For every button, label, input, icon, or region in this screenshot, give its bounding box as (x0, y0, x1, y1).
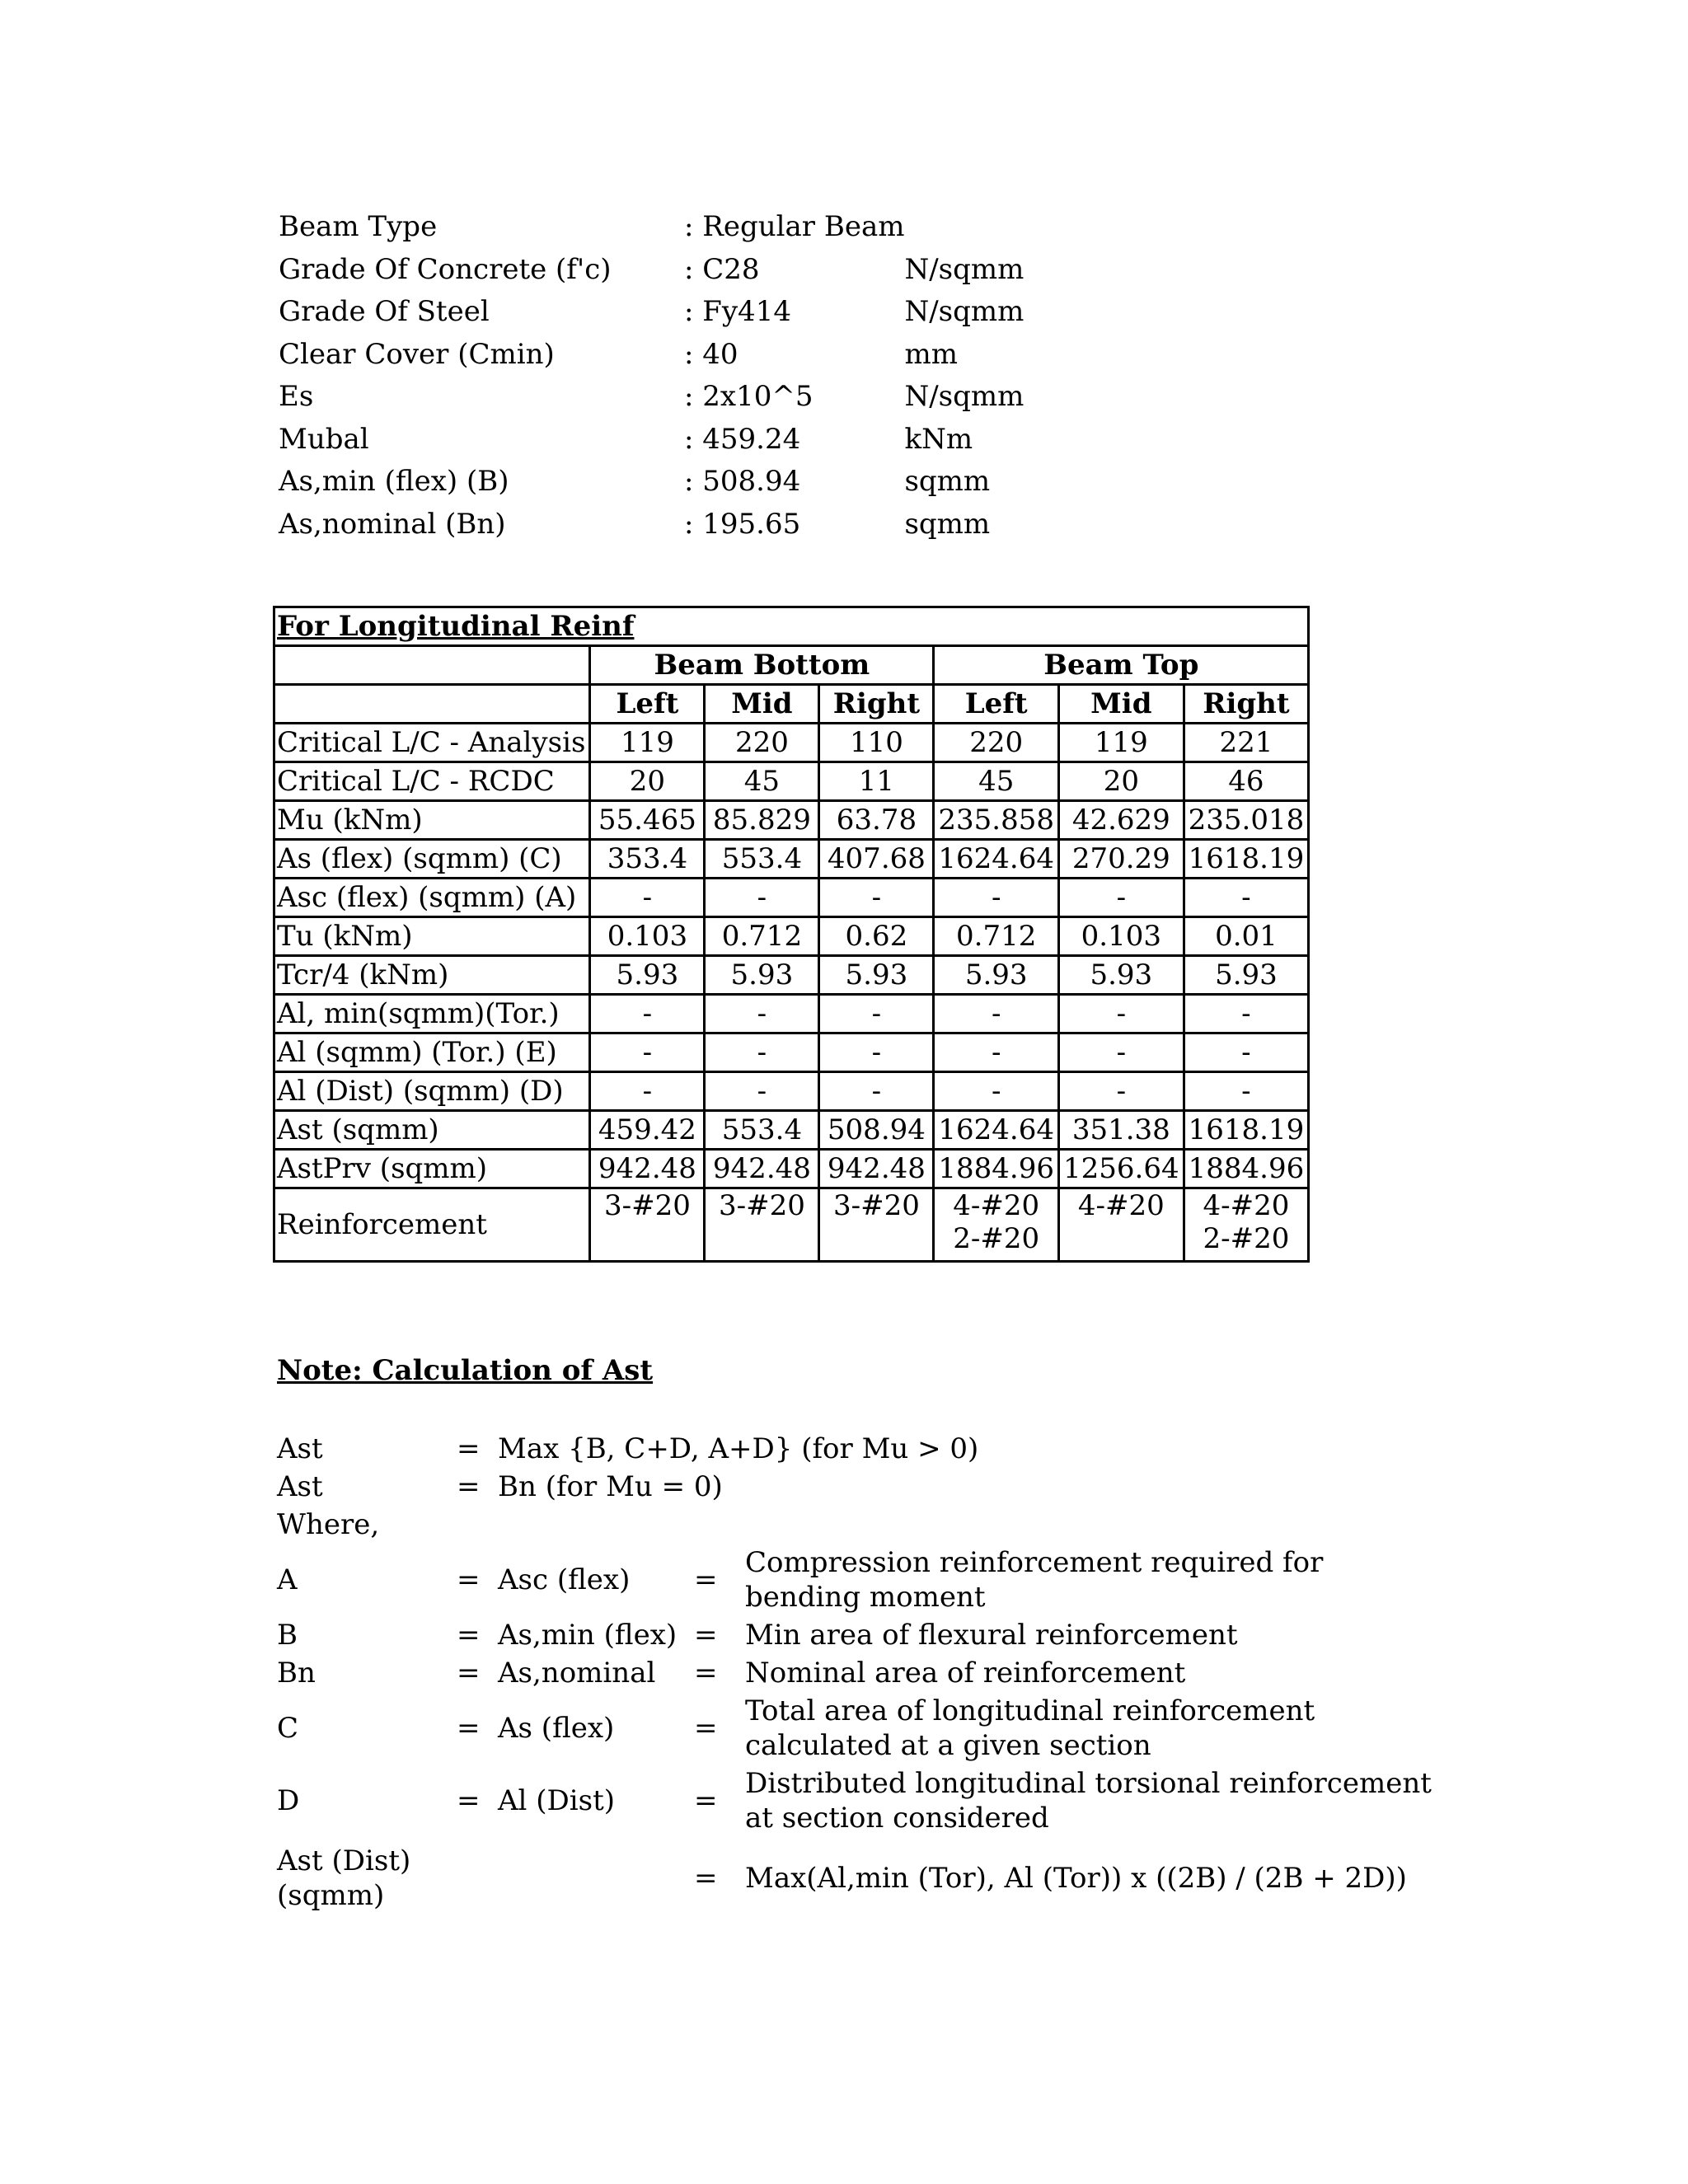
description-line: Distributed longitudinal torsional reinforcement (745, 1767, 1432, 1800)
table-cell: - (705, 995, 819, 1033)
formula-rhs (498, 1506, 978, 1544)
ast-formulas (277, 1430, 978, 1544)
reinforcement-cell (934, 1188, 1059, 1262)
property-value: : 459.24 (684, 422, 801, 456)
empty-header-cell (274, 685, 590, 724)
longitudinal-reinf-table (273, 606, 1310, 1263)
table-cell: - (705, 1033, 819, 1072)
description-line: calculated at a given section (745, 1729, 1151, 1762)
table-cell: 46 (1184, 762, 1309, 801)
table-row (274, 879, 1309, 917)
property-row (279, 419, 1024, 462)
table-cell: 235.018 (1184, 801, 1309, 840)
table-cell: 0.712 (705, 917, 819, 956)
reinforcement-cell (590, 1188, 705, 1262)
property-value: : 40 (684, 337, 738, 371)
table-row (274, 995, 1309, 1033)
table-cell: - (590, 879, 705, 917)
property-unit: mm (904, 337, 958, 371)
table-cell: 5.93 (705, 956, 819, 995)
bar-callout: 3-#20 (832, 1189, 920, 1222)
table-cell: 110 (819, 724, 934, 762)
formula-lhs: Ast (277, 1470, 323, 1503)
table-cell: - (819, 1072, 934, 1111)
definition-equals: = (694, 1563, 718, 1596)
table-cell: - (1184, 879, 1309, 917)
table-cell: 0.712 (934, 917, 1059, 956)
definition-description (745, 1544, 1432, 1616)
table-cell: - (819, 879, 934, 917)
table-row (274, 1111, 1309, 1150)
table-cell: 220 (934, 724, 1059, 762)
table-cell: - (590, 1033, 705, 1072)
symbol-line: (sqmm) (277, 1879, 385, 1912)
table-cell: 235.858 (934, 801, 1059, 840)
group-header-beam-bottom: Beam Bottom (590, 646, 934, 685)
table-row (274, 1150, 1309, 1188)
formula-row (277, 1430, 978, 1468)
table-cell: - (819, 995, 934, 1033)
table-row (274, 801, 1309, 840)
group-header-row (274, 646, 1309, 685)
table-cell: - (934, 1033, 1059, 1072)
table-cell: 0.01 (1184, 917, 1309, 956)
definition-symbol: C (277, 1712, 299, 1745)
table-cell: 1618.19 (1184, 840, 1309, 879)
formula-lhs: Where, (277, 1508, 380, 1541)
table-row (274, 724, 1309, 762)
property-value: : Regular Beam (684, 210, 905, 243)
table-row (274, 762, 1309, 801)
table-cell: - (1059, 1033, 1184, 1072)
table-cell: - (1059, 1072, 1184, 1111)
property-unit: N/sqmm (904, 380, 1025, 413)
formula-rhs: Bn (for Mu = 0) (498, 1470, 723, 1503)
bar-callout: 3-#20 (603, 1189, 691, 1222)
reinforcement-cell (819, 1188, 934, 1262)
reinforcement-row (274, 1188, 1309, 1262)
description-line: bending moment (745, 1581, 986, 1614)
property-row (279, 504, 1024, 546)
table-cell: - (590, 995, 705, 1033)
definition-symbol (277, 1837, 457, 1919)
description-line: at section considered (745, 1802, 1049, 1835)
symbol-line: Ast (Dist) (277, 1844, 411, 1877)
table-title: For Longitudinal Reinf (274, 607, 1309, 646)
table-cell: 221 (1184, 724, 1309, 762)
definition-equals: = (694, 1862, 718, 1895)
formula-equals: = (457, 1432, 481, 1465)
table-cell: - (705, 1072, 819, 1111)
table-cell: 942.48 (705, 1150, 819, 1188)
row-label: Al (sqmm) (Tor.) (E) (274, 1033, 590, 1072)
description-line: Min area of flexural reinforcement (745, 1619, 1238, 1652)
table-cell: 5.93 (590, 956, 705, 995)
table-cell: 1884.96 (1184, 1150, 1309, 1188)
bar-callout: 4-#20 (1203, 1189, 1290, 1222)
property-value: : 508.94 (684, 465, 801, 498)
definition-term: Al (Dist) (498, 1784, 616, 1817)
table-cell: - (1184, 1033, 1309, 1072)
property-unit: kNm (904, 422, 973, 456)
row-label: AstPrv (sqmm) (274, 1150, 590, 1188)
table-cell: 1618.19 (1184, 1111, 1309, 1150)
definition-symbol: B (277, 1619, 298, 1652)
definition-term: As,min (flex) (498, 1619, 678, 1652)
formula-lhs: Ast (277, 1432, 323, 1465)
formula-equals: = (457, 1470, 481, 1503)
bar-callout: 2-#20 (953, 1222, 1040, 1255)
property-label: Mubal (279, 422, 369, 456)
row-label: Tu (kNm) (274, 917, 590, 956)
definition-description (745, 1692, 1432, 1765)
definition-symbol: Bn (277, 1657, 316, 1690)
formula-row (277, 1468, 978, 1506)
table-cell: 553.4 (705, 1111, 819, 1150)
table-cell: - (934, 1072, 1059, 1111)
property-label: Grade Of Steel (279, 295, 490, 328)
property-unit (904, 206, 1024, 249)
table-cell: 45 (934, 762, 1059, 801)
table-row (274, 917, 1309, 956)
table-cell: 42.629 (1059, 801, 1184, 840)
table-cell: 353.4 (590, 840, 705, 879)
definitions (277, 1544, 1432, 1919)
description-line: Compression reinforcement required for (745, 1546, 1324, 1579)
sub-header: Mid (705, 685, 819, 724)
property-row (279, 334, 1024, 377)
sub-header-row (274, 685, 1309, 724)
table-cell: 0.62 (819, 917, 934, 956)
table-row (274, 840, 1309, 879)
row-label: As (flex) (sqmm) (C) (274, 840, 590, 879)
property-row (279, 206, 1024, 249)
property-label: Clear Cover (Cmin) (279, 337, 555, 371)
definition-symbol: A (277, 1563, 298, 1596)
definition-term: As (flex) (498, 1712, 615, 1745)
row-label: Ast (sqmm) (274, 1111, 590, 1150)
formula-row (277, 1506, 978, 1544)
sub-header: Right (1184, 685, 1309, 724)
table-cell: - (934, 995, 1059, 1033)
table-cell: 85.829 (705, 801, 819, 840)
table-cell: 5.93 (1184, 956, 1309, 995)
definition-equals: = (694, 1784, 718, 1817)
definition-description: Max(Al,min (Tor), Al (Tor)) x ((2B) / (2B + 2D)) (745, 1862, 1407, 1895)
property-unit: N/sqmm (904, 295, 1025, 328)
table-cell: - (705, 879, 819, 917)
row-label: Critical L/C - Analysis (274, 724, 590, 762)
table-cell: 11 (819, 762, 934, 801)
definition-row (277, 1544, 1432, 1616)
property-value: : C28 (684, 252, 760, 286)
table-cell: 270.29 (1059, 840, 1184, 879)
table-cell: 0.103 (590, 917, 705, 956)
table-row (274, 1072, 1309, 1111)
property-row (279, 376, 1024, 419)
table-cell: 351.38 (1059, 1111, 1184, 1150)
description-line: Nominal area of reinforcement (745, 1657, 1186, 1690)
row-label: Critical L/C - RCDC (274, 762, 590, 801)
definition-equals: = (457, 1784, 481, 1817)
row-label: Al, min(sqmm)(Tor.) (274, 995, 590, 1033)
table-cell: 553.4 (705, 840, 819, 879)
definition-equals: = (457, 1712, 481, 1745)
table-cell: 0.103 (1059, 917, 1184, 956)
definition-row (277, 1692, 1432, 1765)
table-cell: 1884.96 (934, 1150, 1059, 1188)
bar-callout: 4-#20 (953, 1189, 1040, 1222)
table-cell: 119 (1059, 724, 1184, 762)
definition-term: As,nominal (498, 1657, 656, 1690)
row-label: Mu (kNm) (274, 801, 590, 840)
table-cell: - (934, 879, 1059, 917)
definition-symbol: D (277, 1784, 300, 1817)
property-unit: N/sqmm (904, 252, 1025, 286)
definition-description (745, 1654, 1432, 1692)
table-cell: - (1059, 879, 1184, 917)
definition-description (745, 1765, 1432, 1837)
reinforcement-cell (1184, 1188, 1309, 1262)
row-label: Asc (flex) (sqmm) (A) (274, 879, 590, 917)
sub-header: Left (590, 685, 705, 724)
definition-equals: = (457, 1563, 481, 1596)
formula-equals (457, 1506, 498, 1544)
table-cell: 508.94 (819, 1111, 934, 1150)
table-cell: 45 (705, 762, 819, 801)
table-cell: 55.465 (590, 801, 705, 840)
table-cell: - (1184, 1072, 1309, 1111)
property-value: : 195.65 (684, 507, 801, 541)
table-cell: - (819, 1033, 934, 1072)
definition-equals: = (457, 1657, 481, 1690)
property-label: Beam Type (279, 210, 438, 243)
table-cell: 5.93 (819, 956, 934, 995)
property-label: Grade Of Concrete (f'c) (279, 252, 612, 286)
table-row (274, 1033, 1309, 1072)
table-title-row (274, 607, 1309, 646)
property-unit: sqmm (904, 465, 991, 498)
table-cell: - (1059, 995, 1184, 1033)
reinforcement-cell (705, 1188, 819, 1262)
table-cell: 942.48 (819, 1150, 934, 1188)
note-title: Note: Calculation of Ast (277, 1354, 654, 1387)
beam-properties (279, 206, 1024, 546)
description-line: Total area of longitudinal reinforcement (745, 1694, 1315, 1727)
property-value: : 2x10^5 (684, 380, 814, 413)
definition-row (277, 1765, 1432, 1837)
definition-row (277, 1837, 1432, 1919)
definition-row (277, 1654, 1432, 1692)
definition-term: Asc (flex) (498, 1563, 631, 1596)
table-cell: 407.68 (819, 840, 934, 879)
definition-equals: = (694, 1657, 718, 1690)
definition-equals: = (457, 1619, 481, 1652)
property-row (279, 291, 1024, 334)
bar-callout: 2-#20 (1203, 1222, 1290, 1255)
definition-term (498, 1837, 694, 1919)
property-label: As,nominal (Bn) (279, 507, 506, 541)
property-label: Es (279, 380, 314, 413)
definition-row (277, 1616, 1432, 1654)
table-cell: - (590, 1072, 705, 1111)
definition-equals: = (694, 1619, 718, 1652)
group-header-beam-top: Beam Top (934, 646, 1309, 685)
row-label: Reinforcement (274, 1188, 590, 1262)
table-cell: 119 (590, 724, 705, 762)
row-label: Al (Dist) (sqmm) (D) (274, 1072, 590, 1111)
table-cell: 5.93 (934, 956, 1059, 995)
reinforcement-cell (1059, 1188, 1184, 1262)
table-row (274, 956, 1309, 995)
property-row (279, 461, 1024, 504)
table-cell: 20 (590, 762, 705, 801)
definition-equals (457, 1837, 498, 1919)
bar-callout: 4-#20 (1077, 1189, 1165, 1222)
table-cell: 5.93 (1059, 956, 1184, 995)
formula-rhs: Max {B, C+D, A+D} (for Mu > 0) (498, 1432, 979, 1465)
table-cell: 63.78 (819, 801, 934, 840)
sub-header: Left (934, 685, 1059, 724)
table-cell: 459.42 (590, 1111, 705, 1150)
property-unit: sqmm (904, 507, 991, 541)
table-cell: 220 (705, 724, 819, 762)
property-row (279, 249, 1024, 292)
bar-callout: 3-#20 (718, 1189, 805, 1222)
table-cell: - (1184, 995, 1309, 1033)
property-label: As,min (flex) (B) (279, 465, 509, 498)
sub-header: Right (819, 685, 934, 724)
table-cell: 1624.64 (934, 1111, 1059, 1150)
definition-description (745, 1616, 1432, 1654)
property-value: : Fy414 (684, 295, 791, 328)
table-cell: 942.48 (590, 1150, 705, 1188)
table-cell: 20 (1059, 762, 1184, 801)
empty-header-cell (274, 646, 590, 685)
table-cell: 1624.64 (934, 840, 1059, 879)
sub-header: Mid (1059, 685, 1184, 724)
table-cell: 1256.64 (1059, 1150, 1184, 1188)
row-label: Tcr/4 (kNm) (274, 956, 590, 995)
definition-equals: = (694, 1712, 718, 1745)
